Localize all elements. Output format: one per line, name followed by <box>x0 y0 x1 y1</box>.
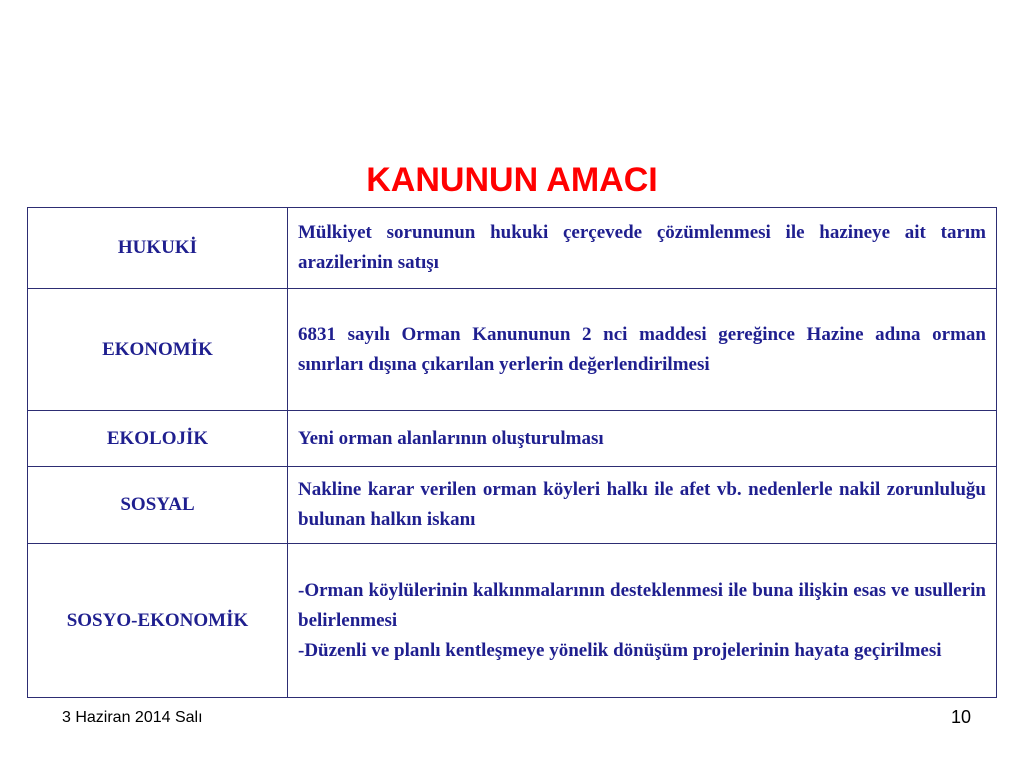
slide-title: KANUNUN AMACI <box>366 161 658 199</box>
description-line: Mülkiyet sorununun hukuki çerçevede çözümlenmesi ile hazineye ait tarım arazilerinin satışı <box>298 222 986 273</box>
description-line: Nakline karar verilen orman köyleri halkı ile afet vb. nedenlerle nakil zorunluluğu bulunan halkın iskanı <box>298 479 986 530</box>
row-description <box>288 544 997 698</box>
row-category: EKONOMİK <box>28 289 288 411</box>
page-number: 10 <box>950 707 971 727</box>
purpose-table <box>27 207 997 698</box>
purpose-table-grid <box>27 207 997 698</box>
table-row <box>28 467 997 544</box>
row-description <box>288 467 997 544</box>
table-row <box>28 544 997 698</box>
description-line: Yeni orman alanlarının oluşturulması <box>298 427 604 449</box>
description-line: -Orman köylülerinin kalkınmalarının desteklenmesi ile buna ilişkin esas ve usullerin belirlenmesi <box>298 579 986 631</box>
table-row <box>28 208 997 289</box>
row-category: EKOLOJİK <box>28 411 288 467</box>
footer-date: 3 Haziran 2014 Salı <box>62 709 203 726</box>
description-line: 6831 sayılı Orman Kanununun 2 nci maddesi gereğince Hazine adına orman sınırları dışına çıkarılan yerlerin değerlendirilmesi <box>298 323 986 375</box>
description-line: -Düzenli ve planlı kentleşmeye yönelik dönüşüm projelerinin hayata geçirilmesi <box>298 639 942 661</box>
row-category: HUKUKİ <box>28 208 288 289</box>
table-row <box>28 411 997 467</box>
row-category: SOSYAL <box>28 467 288 544</box>
row-description <box>288 289 997 411</box>
row-category: SOSYO-EKONOMİK <box>28 544 288 698</box>
table-row <box>28 289 997 411</box>
row-description <box>288 208 997 289</box>
row-description <box>288 411 997 467</box>
